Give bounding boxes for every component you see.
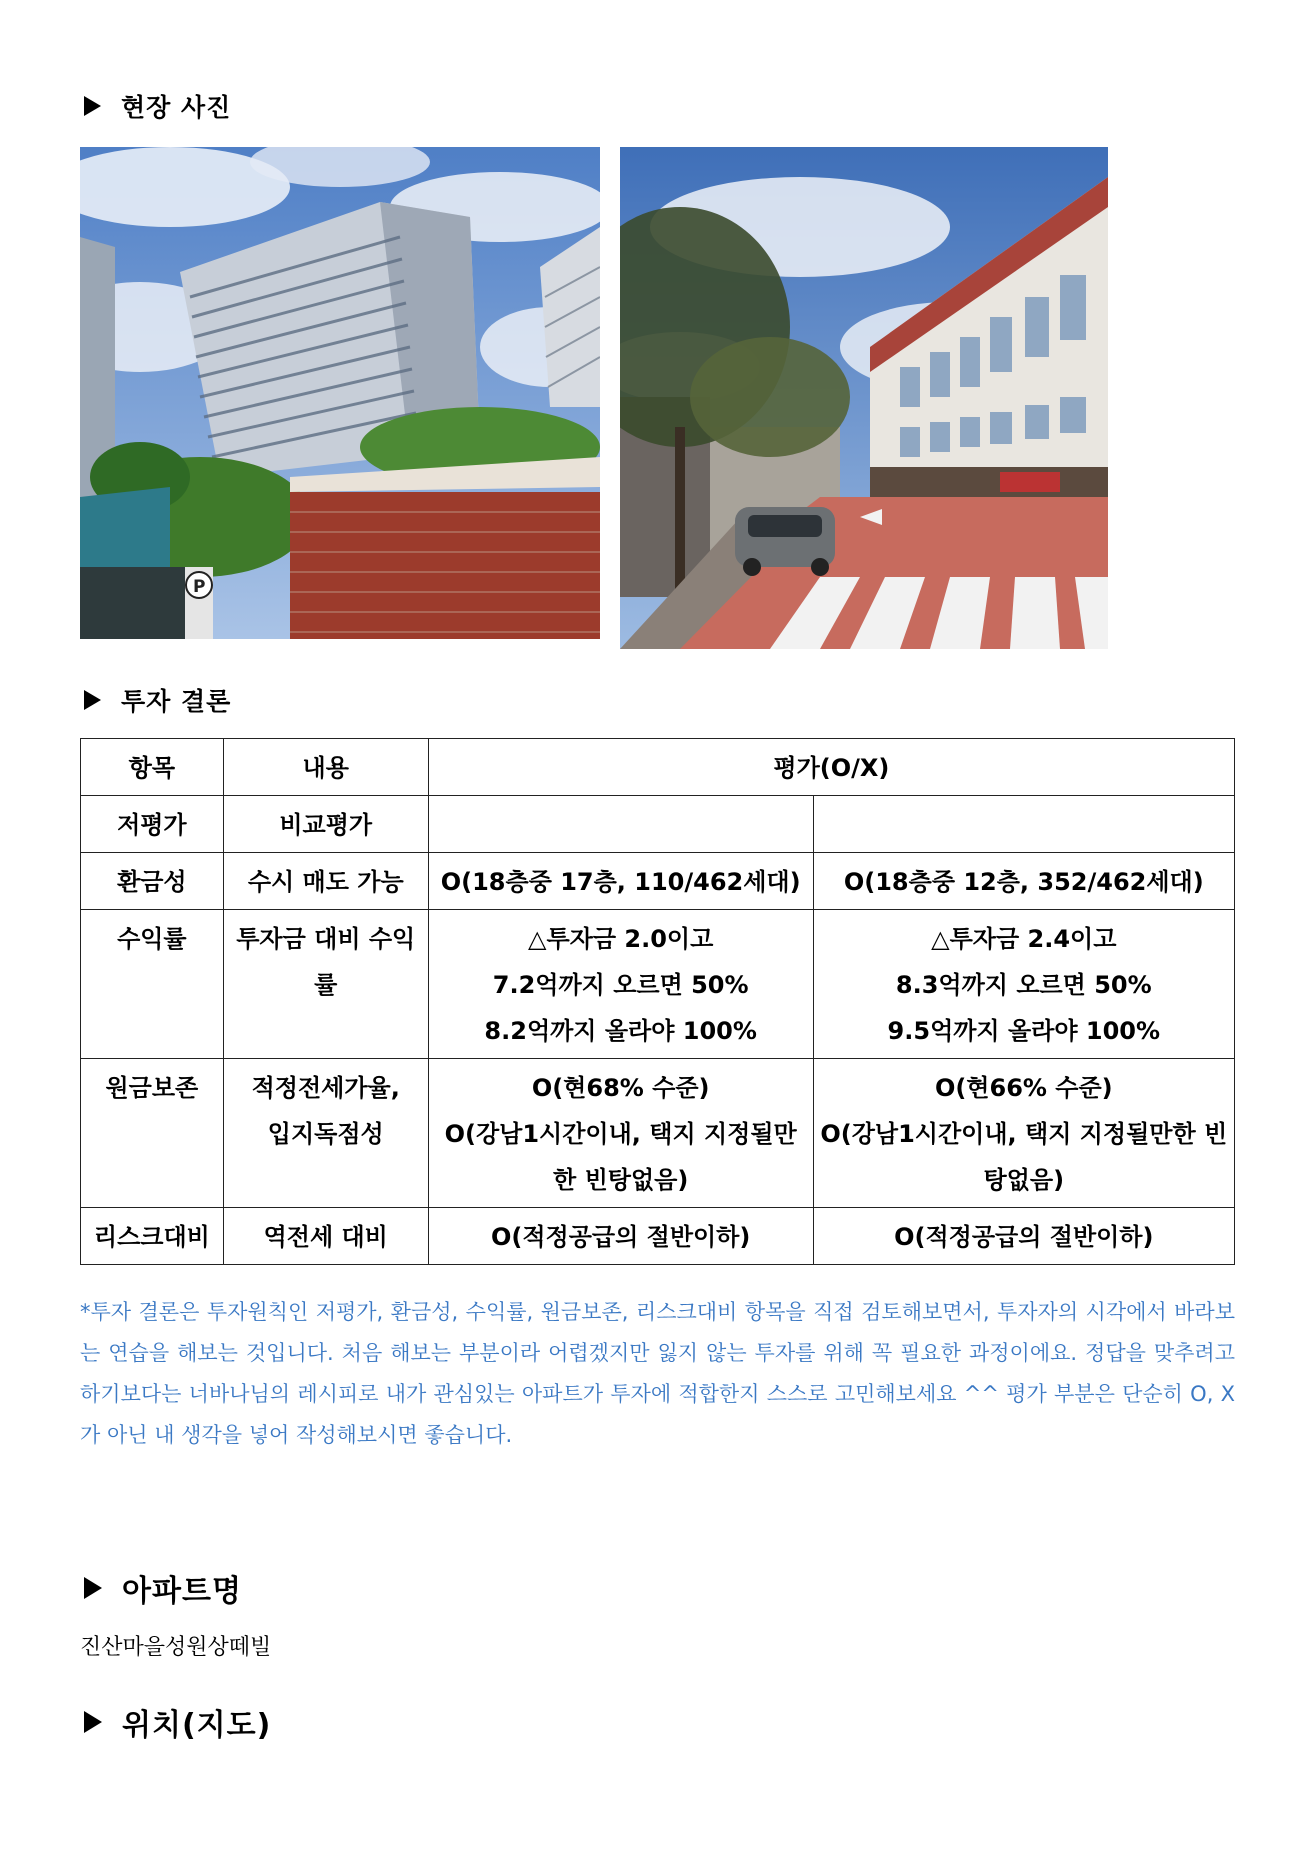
- section-heading-location: [84, 1700, 271, 1744]
- section-title: 투자 결론: [121, 687, 232, 716]
- eval-line: O(강남1시간이내, 택지 지정될만한 빈탕없음): [444, 1120, 797, 1194]
- table-row: [81, 1059, 1235, 1208]
- table-row: [81, 1208, 1235, 1265]
- eval-line: 9.5억까지 올라야 100%: [887, 1017, 1161, 1045]
- svg-text:P: P: [193, 577, 206, 597]
- table-row: [81, 796, 1235, 853]
- header-content: 내용: [223, 739, 428, 796]
- eval-line: 8.3억까지 오르면 50%: [895, 971, 1152, 999]
- header-item: 항목: [81, 739, 224, 796]
- street-view-photo: [620, 147, 1108, 649]
- triangle-bullet-icon: [84, 1577, 102, 1599]
- content-line: 적정전세가율,: [251, 1074, 400, 1102]
- cell-item: 리스크대비: [81, 1208, 224, 1265]
- section-heading-conclusion: [84, 682, 231, 718]
- eval-line: O(현68% 수준): [531, 1074, 710, 1102]
- cell-eval-2: [813, 910, 1234, 1059]
- conclusion-guide-note: *투자 결론은 투자원칙인 저평가, 환금성, 수익률, 원금보존, 리스크대비 항목을 직접 검토해보면서, 투자자의 시각에서 바라보는 연습을 해보는 것입니다. 처음 해보는 부분이라 어렵겠지만 잃지 않는 투자를 위해 꼭 필요한 과정이에요. 정답을 맞추려고 하기보다는 너바나님의 레시피로 내가 관심있는 아파트가 투자에 적합한지 스스로 고민해보세요 ^^ 평가 부분은 단순히 O, X가 아닌 내 생각을 넣어 작성해보시면 좋습니다.: [80, 1300, 1235, 1447]
- triangle-bullet-icon: [84, 96, 101, 116]
- table-row: [81, 910, 1235, 1059]
- eval-line: △투자금 2.4이고: [931, 925, 1117, 953]
- apartment-building-photo: [80, 147, 600, 639]
- cell-content: [223, 1059, 428, 1208]
- cell-eval-1: [428, 1059, 813, 1208]
- cell-item: 원금보존: [81, 1059, 224, 1208]
- cell-content: 투자금 대비 수익률: [223, 910, 428, 1059]
- investment-conclusion-table: [80, 738, 1235, 1265]
- cell-eval-2: O(적정공급의 절반이하): [813, 1208, 1234, 1265]
- cell-eval-1: O(18층중 17층, 110/462세대): [428, 853, 813, 910]
- cell-eval-1: [428, 796, 813, 853]
- eval-line: O(강남1시간이내, 택지 지정될만한 빈탕없음): [820, 1120, 1228, 1194]
- cell-eval-2: [813, 796, 1234, 853]
- section-heading-apartment: [84, 1566, 242, 1610]
- cell-item: 환금성: [81, 853, 224, 910]
- table-header-row: [81, 739, 1235, 796]
- eval-line: 7.2억까지 오르면 50%: [492, 971, 749, 999]
- section-title: 위치(지도): [122, 1708, 272, 1743]
- apartment-name: 진산마을성원상떼빌: [80, 1635, 272, 1660]
- eval-line: 8.2억까지 올라야 100%: [484, 1017, 757, 1045]
- section-title: 현장 사진: [121, 93, 232, 122]
- cell-eval-1: [428, 910, 813, 1059]
- content-line: 입지독점성: [267, 1120, 384, 1148]
- cell-item: 저평가: [81, 796, 224, 853]
- triangle-bullet-icon: [84, 690, 101, 710]
- table-row: [81, 853, 1235, 910]
- cell-content: 수시 매도 가능: [223, 853, 428, 910]
- cell-eval-2: O(18층중 12층, 352/462세대): [813, 853, 1234, 910]
- cell-eval-1: O(적정공급의 절반이하): [428, 1208, 813, 1265]
- eval-line: △투자금 2.0이고: [528, 925, 714, 953]
- cell-item: 수익률: [81, 910, 224, 1059]
- cell-content: 역전세 대비: [223, 1208, 428, 1265]
- cell-eval-2: [813, 1059, 1234, 1208]
- section-title: 아파트명: [122, 1574, 242, 1609]
- header-evaluation: 평가(O/X): [428, 739, 1234, 796]
- cell-content: 비교평가: [223, 796, 428, 853]
- eval-line: O(현66% 수준): [934, 1074, 1113, 1102]
- section-heading-photos: [84, 88, 231, 124]
- triangle-bullet-icon: [84, 1711, 102, 1733]
